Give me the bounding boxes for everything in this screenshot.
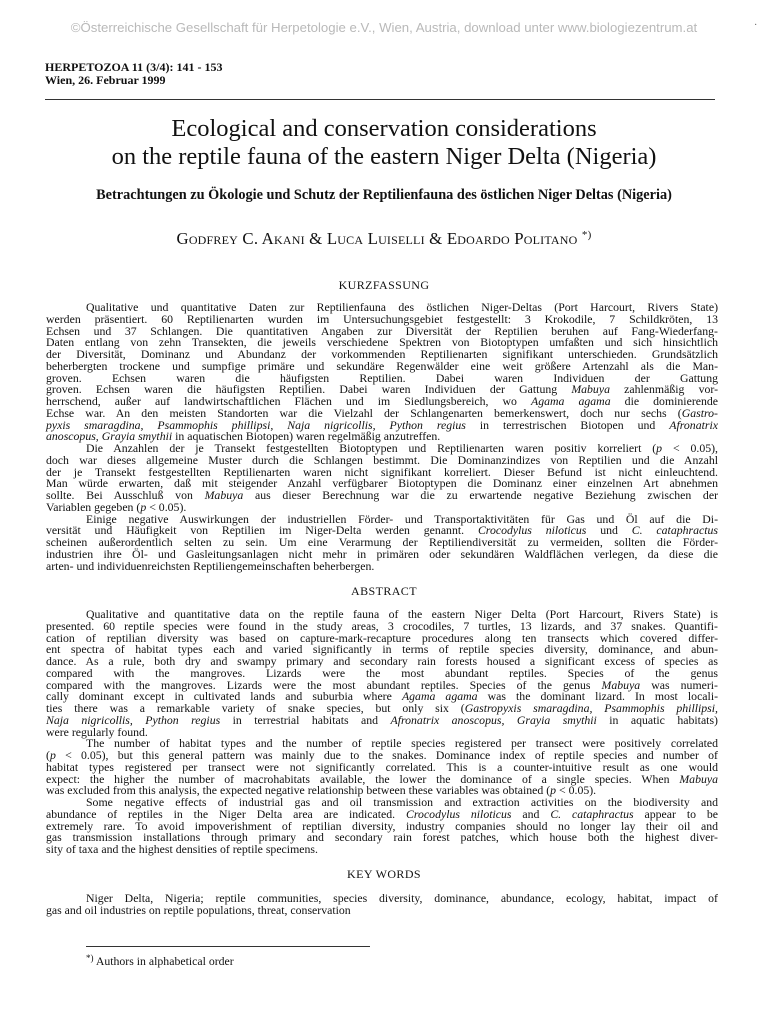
kurzfassung-fragment: groven. Echsen waren die häufigsten Reptilien. Dabei waren Individuen der Gattung [46, 382, 558, 397]
abstract-fragment: was the dominant lizard. In most locali- [477, 689, 719, 704]
abstract-line: ent spectra of habitat types each and varied significantly in terms of reptile species diversity, dominance, and abun- [46, 642, 718, 657]
kurzfassung-line: industrien ihre Öl- und Gasleitungsanlagen nicht mehr in primären oder sekundären Waldflächen verlegen, da diese die [46, 546, 718, 561]
stat-symbol: p [550, 783, 557, 798]
abstract-fragment: ties there was a remarkable variety of snake species, but only six ( [46, 701, 465, 715]
keywords-line: gas and oil industries on reptile populations, threat, conservation [46, 903, 351, 917]
abstract-fragment: expect: the higher the number of macrohabitats available, the lower the dominance of a single species. When [46, 771, 670, 786]
kurzfassung-line: beherbergten trockene und sumpfige primäre und sekundäre Regenwälder eine weit größere Artenzahl als die Man- [46, 358, 718, 373]
species-name: Gastropyxis smaragdina, Psammophis phillipsi, [464, 701, 718, 715]
abstract-line: habitat types registered per transect were not significantly correlated. This is a counter-intuitive result as one would [46, 759, 718, 774]
kurzfassung-line: groven. Echsen waren die häufigsten Reptilien. Dabei waren Individuen der Gattung [46, 370, 718, 385]
author-note-mark: *) [581, 229, 592, 241]
kurzfassung-fragment: die dominierende [610, 394, 719, 408]
abstract-line: presented. 60 reptile species were found in the study areas, 3 crocodiles, 7 turtles, 13 lizards, and 37 snakes. Quantifi- [46, 618, 718, 633]
abstract-line: extremely rare. To avoid impoverishment of reptilian diversity, industry companies should no longer lay their oil and [46, 818, 718, 833]
species-name: Gastro- [681, 405, 718, 420]
keywords-line: Niger Delta, Nigeria; reptile communities, species diversity, dominance, abundance, ecology, habitat, impact of [86, 891, 718, 905]
kurzfassung-fragment: und [586, 523, 632, 538]
kurzfassung-fragment: < 0.05), [662, 441, 718, 455]
abstract-fragment: ( [46, 748, 50, 762]
article-title [0, 115, 768, 171]
kurzfassung-line: Echsen und 37 Schlangen. Die quantitativen Angaben zur Diversität der Reptilien beruhen auf Fang-Wiederfang- [46, 323, 718, 338]
species-name: C. cataphractus [631, 523, 719, 538]
kurzfassung-heading: KURZFASSUNG [338, 278, 430, 292]
abstract-heading: ABSTRACT [351, 584, 417, 598]
article-subtitle: Betrachtungen zu Ökologie und Schutz der Reptilienfauna des östlichen Niger Deltas (Nigeria) [96, 187, 672, 203]
kurzfassung-line: der je Transekt festgestellten Reptilienarten waren nicht signifikant korreliert. Dieser Befund ist nicht einleuchtend. [46, 464, 718, 479]
species-name: C. cataphractus [550, 806, 634, 821]
title-line-2: on the reptile fauna of the eastern Niger Delta (Nigeria) [111, 143, 657, 170]
species-name: Afronatrix [669, 417, 718, 432]
stat-symbol: p [656, 441, 663, 455]
abstract-fragment: was numeri- [640, 677, 718, 692]
kurzfassung-line: Einige negative Auswirkungen der industriellen Förder- und Transportaktivitäten für Gas und Öl auf die Di- [86, 511, 718, 526]
author-list [0, 229, 768, 249]
abstract-fragment: abundance of reptiles in the Niger Delta area are indicated. [46, 806, 396, 821]
title-line-1: Ecological and conservation considerations [171, 115, 597, 142]
abstract-line: were regularly found. [46, 724, 148, 739]
abstract-line: Some negative effects of industrial gas and oil transmission and extraction activities on the biodiversity and [86, 795, 718, 809]
journal-date: Wien, 26. Februar 1999 [45, 73, 166, 87]
species-name: Crocodylus niloticus [406, 806, 512, 821]
kurzfassung-fragment: zahlenmäßig vor- [609, 382, 718, 397]
abstract-line: compared with the mangroves. Lizards were the most abundant reptiles. Species of the genus [46, 665, 718, 680]
abstract-fragment: appear to be [633, 806, 719, 821]
abstract-fragment: cally dominant except in cultivated lands and suburbia where [46, 689, 392, 704]
kurzfassung-line: Man würde erwarten, daß mit steigender Anzahl verfügbarer Biotoptypen die Dominanz einer einzelnen Art abnehmen [46, 476, 718, 491]
kurzfassung-fragment: herrschend, außer auf landwirtschaftlichen Flächen und im Siedlungsbereich, wo [46, 394, 517, 408]
kurzfassung-line: Daten entlang von zehn Transekten, die jeweils verschiedene Spektren von Biotoptypen umfaßten und sich hinsichtlich [46, 335, 718, 350]
journal-header [45, 61, 222, 87]
species-name: anoscopus, Grayia smythii [46, 429, 173, 444]
kurzfassung-fragment: Die Anzahlen der je Transekt festgestellten Biotoptypen und Reptilienarten waren positiv korreliert ( [86, 441, 657, 455]
species-name: Mabuya [204, 488, 244, 502]
kurzfassung-line: doch war dieses allgemeine Muster durch die Schlangen bestimmt. Die Dominanzindizes von Reptilien und die Anzahl [46, 452, 718, 467]
footnote-text: Authors in alphabetical order [95, 954, 234, 968]
kurzfassung-line: arten- und individuenreichsten Reptiliengemeinschaften beherbergen. [46, 558, 375, 573]
species-name: Mabuya [679, 771, 719, 786]
abstract-line: sity of taxa and the highest densities of reptile specimens. [46, 842, 318, 856]
abstract-line: gas transmission installations through primary and secondary rain forest patches, which house both the highest diver- [46, 830, 718, 845]
kurzfassung-fragment: in aquatischen Biotopen) waren regelmäßig anzutreffen. [172, 429, 441, 444]
species-name: Mabuya [601, 677, 641, 692]
abstract-fragment: in terrestrial habitats and [220, 712, 391, 727]
species-name: Mabuya [571, 382, 610, 397]
species-name: Agama agama [531, 394, 611, 408]
species-name: Agama agama [401, 689, 478, 704]
stat-symbol: p [49, 748, 56, 762]
kurzfassung-line: Qualitative und quantitative Daten zur Reptilienfauna des östlichen Niger-Deltas (Port Harcourt, Rivers State) [86, 300, 718, 314]
kurzfassung-fragment: Variablen gegeben ( [46, 499, 141, 514]
kurzfassung-fragment: < 0.05). [146, 499, 187, 514]
abstract-fragment: compared with the mangroves. Lizards were the most abundant reptiles. Species of the genus [46, 677, 591, 692]
abstract-fragment: and [511, 806, 551, 821]
abstract-line: dance. As a rule, both dry and swampy primary and secondary rain forests housed a significant excess of species as [46, 654, 718, 668]
stat-symbol: p [140, 499, 147, 514]
footnote-rule [86, 946, 370, 947]
abstract-fragment: in aquatic habitats) [596, 712, 718, 727]
kurzfassung-line: werden präsentiert. 60 Reptilienarten wurden im Untersuchungsgebiet festgestellt: 3 Krokodile, 7 Schildkröten, 13 [46, 311, 718, 326]
kurzfassung-fragment: aus dieser Berechnung war die zu erwartende negative Beziehung zwischen der [243, 488, 718, 502]
abstract-line: cation of reptilian diversity was based on capture-mark-recapture procedures along ten transects which covered differ- [46, 630, 718, 645]
kurzfassung-fragment: sollte. Bei Ausschluß von [46, 488, 193, 502]
footnote-mark: *) [86, 953, 94, 963]
kurzfassung-fragment: versität und Häufigkeit von Reptilien im Niger-Delta werden genannt. [46, 523, 465, 538]
species-name: Afronatrix anoscopus, Grayia smythii [390, 712, 597, 727]
keywords-heading: KEY WORDS [347, 867, 421, 881]
author-names: Godfrey C. Akani & Luca Luiselli & Edoardo Politano [176, 229, 578, 248]
abstract-fragment: was excluded from this analysis, the expected negative relationship between these variables was obtained ( [46, 783, 551, 798]
copyright-watermark: ©Österreichische Gesellschaft für Herpetologie e.V., Wien, Austria, download unter www.biologiezentrum.at [70, 20, 698, 35]
species-name: pyxis smaragdina, Psammophis phillipsi, Naja nigricollis, Python regius [46, 417, 466, 432]
kurzfassung-line: scheinen außerordentlich selten zu sein. Um eine Verarmung der Reptiliendiversität zu vermeiden, sollten die Förder- [46, 535, 718, 549]
abstract-line: Qualitative and quantitative data on the reptile fauna of the eastern Niger Delta (Port Harcourt, Rivers State) is [86, 607, 718, 621]
corner-dot: · [754, 20, 758, 31]
header-rule [45, 99, 715, 100]
kurzfassung-fragment: Echse war. An den meisten Standorten war die Vielzahl der Schlangenarten bemerkenswert, doch nur sechs ( [46, 405, 682, 420]
abstract-fragment: < 0.05), but this general pattern was mainly due to the snakes. Dominance index of reptile species and number of [55, 748, 718, 762]
abstract-fragment: < 0.05). [556, 783, 597, 798]
species-name: Naja nigricollis, Python regius [46, 712, 221, 727]
kurzfassung-fragment: in terrestrischen Biotopen und [465, 417, 670, 432]
footnote [86, 953, 234, 969]
kurzfassung-line: der Diversität, Dominanz und Abundanz der vorkommenden Reptilienarten signifikant unterschieden. Grundsätzlich [46, 347, 718, 361]
journal-citation: HERPETOZOA 11 (3/4): 141 - 153 [45, 60, 223, 74]
abstract-line: The number of habitat types and the number of reptile species registered per transect were positively correlated [86, 736, 718, 751]
species-name: Crocodylus niloticus [477, 523, 587, 538]
